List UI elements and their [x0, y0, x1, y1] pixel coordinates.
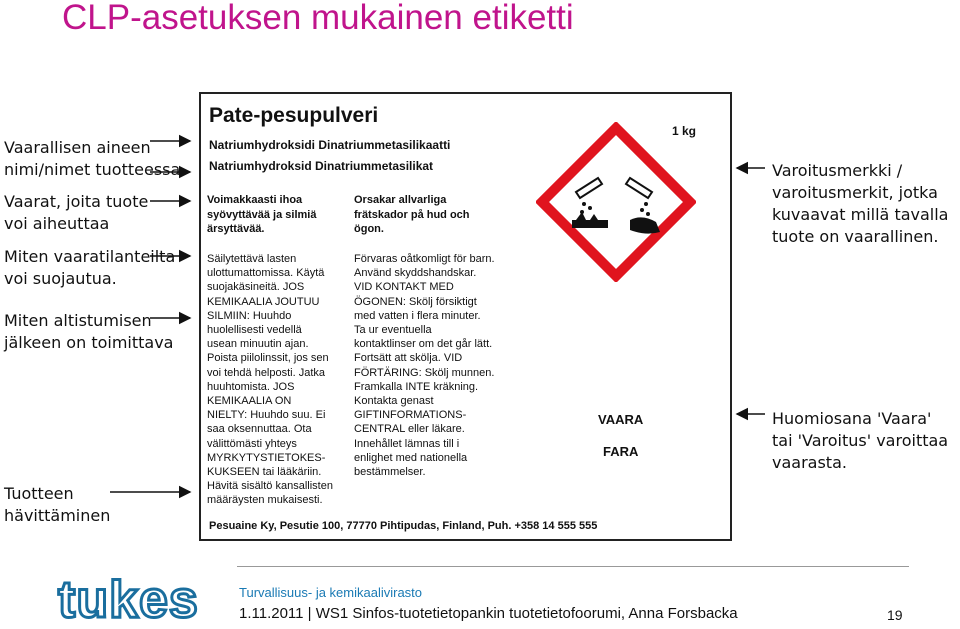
net-weight: 1 kg [671, 124, 696, 138]
annotation-line: Varoitusmerkki / [772, 161, 903, 180]
annotation-line: vaarasta. [772, 453, 847, 472]
clp-label [199, 92, 732, 541]
corrosion-pictogram-icon [536, 122, 696, 282]
footer-divider [237, 566, 909, 567]
meeting-info: 1.11.2011 | WS1 Sinfos-tuotetietopankin tuotetietofoorumi, Anna Forsbacka [239, 605, 738, 622]
annotation-line: Miten vaaratilanteilta [4, 247, 176, 266]
annotation-line: Vaarat, joita tuote [4, 192, 149, 211]
product-name: Pate-pesupulveri [209, 104, 379, 127]
tukes-logo: tukes [58, 571, 199, 629]
annotation-line: Tuotteen [4, 484, 74, 503]
signal-word-fi: VAARA [598, 412, 644, 427]
precautions-sv: Förvaras oåtkomligt för barn. Använd skyddshandskar. VID KONTAKT MED ÖGONEN: Skölj försiktigt med vatten i flera minuter. Ta ur eventuella kontaktlinser om det går lätt. Fortsätt att skölja. VID FÖRTÄRING: Skölj munnen. Framkalla INTE kräkning. Kontakta genast GIFTINFORMATIONS- CENTRAL eller läkare. Innehållet lämnas till i enlighet med nationella bestämmelser. [354, 253, 495, 479]
annotation-line: Huomiosana 'Vaara' [772, 409, 932, 428]
hazard-statement-sv: Orsakar allvarliga frätskador på hud och ögon. [354, 194, 470, 235]
precautions-fi: Säilytettävä lasten ulottumattomissa. Käytä suojakäsineitä. JOS KEMIKAALIA JOUTUU SILMIIN: Huuhdo huolellisesti vedellä usean minuutin ajan. Poista piilolinssit, jos sen voi tehdä helposti. Jatka huuhtomista. JOS KEMIKAALIA ON NIELTY: Huuhdo suu. Ei saa oksennuttaa. Ota välittömästi yhteys MYRKYTYSTIETOKES- KUKSEEN tai lääkäriin. Hävitä sisältö kansallisten määräysten mukaisesti. [207, 253, 333, 507]
annotation-line: voi aiheuttaa [4, 214, 110, 233]
supplier-info: Pesuaine Ky, Pesutie 100, 77770 Pihtipudas, Finland, Puh. +358 14 555 555 [209, 520, 598, 532]
annotation-line: jälkeen on toimittava [4, 333, 174, 352]
signal-word-sv: FARA [603, 444, 639, 459]
annotation-line: varoitusmerkit, jotka [772, 183, 938, 202]
annotation-line: hävittäminen [4, 506, 111, 525]
annotation-line: tai 'Varoitus' varoittaa [772, 431, 949, 450]
substances-fi: Natriumhydroksidi Dinatriummetasilikaatti [209, 138, 451, 152]
hazard-statement-fi: Voimakkaasti ihoa syövyttävää ja silmiä ärsyttävää. [207, 194, 317, 235]
agency-name: Turvallisuus- ja kemikaalivirasto [239, 585, 423, 600]
slide-title: CLP-asetuksen mukainen etiketti [62, 0, 574, 37]
page-number: 19 [887, 607, 903, 623]
annotation-line: Vaarallisen aineen [4, 138, 151, 157]
annotation-line: voi suojautua. [4, 269, 117, 288]
substances-sv: Natriumhydroksid Dinatriummetasilikat [209, 159, 434, 173]
annotation-line: Miten altistumisen [4, 311, 152, 330]
annotation-line: kuvaavat millä tavalla [772, 205, 949, 224]
annotation-line: nimi/nimet tuotteessa [4, 160, 181, 179]
annotation-line: tuote on vaarallinen. [772, 227, 939, 246]
